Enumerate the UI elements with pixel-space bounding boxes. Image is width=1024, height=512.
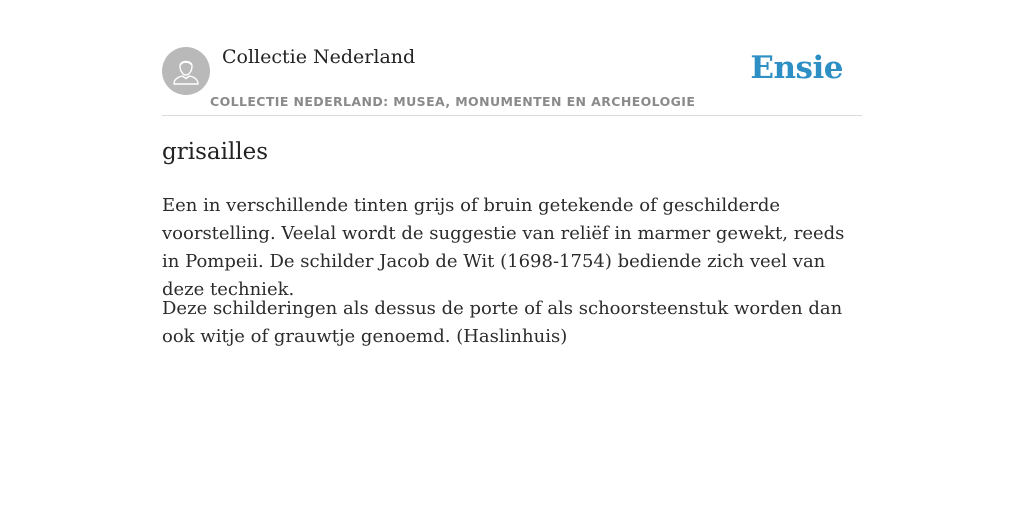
ensie-logo[interactable]: Ensie [750, 50, 843, 86]
article-title: grisailles [162, 139, 269, 165]
author-avatar[interactable] [162, 47, 210, 95]
article-paragraph: Een in verschillende tinten grijs of bruin getekende of geschilderde voorstelling. Veelal wordt de suggestie van reliëf in marmer gewekt, reeds in Pompeii. De schilder Jacob de Wit (1698-1754) bediende zich veel van deze techniek. [162, 195, 845, 300]
author-name-link[interactable]: Collectie Nederland [222, 46, 416, 68]
article-paragraph: Deze schilderingen als dessus de porte of als schoorsteenstuk worden dan ook witje of grauwtje genoemd. (Haslinhuis) [162, 298, 843, 347]
page-container [162, 0, 862, 347]
user-silhouette-icon [162, 47, 210, 95]
article-header [162, 0, 862, 116]
source-label[interactable]: COLLECTIE NEDERLAND: MUSEA, MONUMENTEN EN ARCHEOLOGIE [210, 94, 696, 109]
